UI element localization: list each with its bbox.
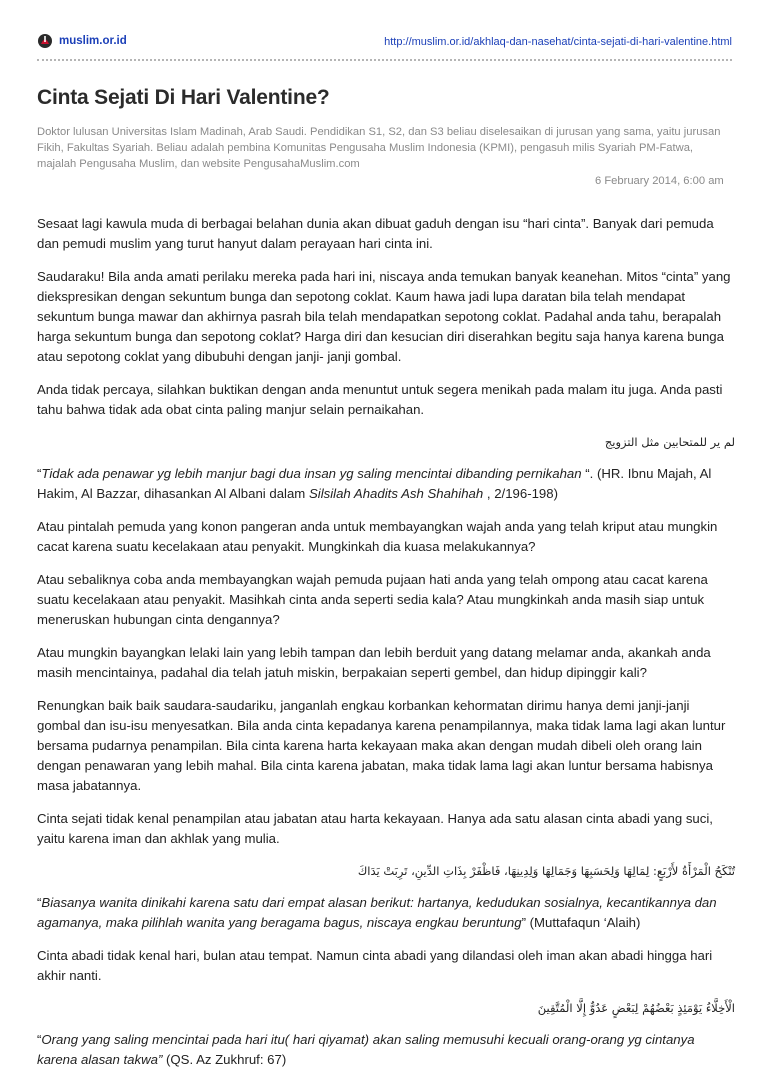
quote-reference: ” (Muttafaqun ‘Alaih): [521, 915, 641, 930]
paragraph-5: Atau sebaliknya coba anda membayangkan wajah pemuda pujaan hati anda yang telah ompong atau cacat karena suatu kecelakaan atau penyakit. Masihkah cinta anda seperti sedia kala? Atau mungkinkah anda masih siap untuk meneruskan hubungan cinta dengannya?: [37, 572, 708, 627]
paragraph-1: Sesaat lagi kawula muda di berbagai belahan dunia akan dibuat gaduh dengan isu “hari cinta”. Banyak dari pemuda dan pemudi muslim yang turut hanyut dalam perayaan hari cinta ini.: [37, 216, 714, 251]
header-divider: [37, 59, 732, 61]
quote-text: Biasanya wanita dinikahi karena satu dari empat alasan berikut: hartanya, kedudukan sosialnya, kecantikannya dan agamanya, maka pilihlah wanita yang beragama bagus, niscaya engkau beruntung: [37, 895, 717, 930]
book-title: Silsilah Ahadits Ash Shahihah: [308, 486, 484, 501]
quote-source: “. (HR. Ibnu Majah, Al Hakim, Al Bazzar, dihasankan Al Albani dalam: [37, 466, 712, 501]
article-body: [37, 214, 735, 1083]
paragraph-2: Saudaraku! Bila anda amati perilaku mereka pada hari ini, niscaya anda temukan banyak keanehan. Mitos “cinta” yang diekspresikan dengan sekuntum bunga dan sepotong coklat. Kaum hawa jadi lupa daratan bila telah mendapat sekuntum bunga mawar dan akhirnya pasrah bila telah mendapatkan sepotong coklat. Padahal anda tahu, berapalah harga sekuntum bunga dan sepotong coklat? Harga diri dan kesucian diri diserahkan begitu saja hanya karena bunga atau sepotong coklat yang dibubuhi dengan janji- janji gombal.: [37, 269, 731, 364]
hadith-translation-1: [37, 464, 735, 504]
quote-text: Orang yang saling mencintai pada hari itu( hari qiyamat) akan saling memusuhi kecuali orang-orang yg cintanya karena alasan takwa”: [37, 1032, 695, 1067]
arabic-verse: الْأَخِلَّاءُ يَوْمَئِذٍ بَعْضُهُمْ لِبَعْضٍ عَدُوٌّ إِلَّا الْمُتَّقِينَ: [537, 1001, 735, 1015]
quote-reference: , 2/196-198): [483, 486, 558, 501]
paragraph-6: Atau mungkin bayangkan lelaki lain yang lebih tampan dan lebih berduit yang datang melamar anda, akankah anda masih mencintainya, padahal dia telah jatuh miskin, berpakaian seperti gembel, dan hidup dipinggir kali?: [37, 645, 711, 680]
site-name: muslim.or.id: [59, 35, 127, 47]
paragraph-4: Atau pintalah pemuda yang konon pangeran anda untuk membayangkan wajah anda yang telah kriput atau mungkin cacat karena suatu kecelakaan atau penyakit. Mungkinkah dia kuasa melakukannya?: [37, 519, 718, 554]
site-link[interactable]: [37, 33, 127, 49]
paragraph-9: Cinta abadi tidak kenal hari, bulan atau tempat. Namun cinta abadi yang dilandasi oleh iman akan abadi hingga hari akhir nanti.: [37, 948, 713, 983]
arabic-hadith-2: تُنْكَحُ الْمَرْأَةُ لأَرْبَعٍ: لِمَالِهَا وَلِحَسَبِهَا وَجَمَالِهَا وَلِدِينِهَا، فَاظْفَرْ بِذَاتِ الدِّينِ، تَرِبَتْ يَدَاكَ: [357, 864, 735, 878]
quote-text: Tidak ada penawar yg lebih manjur bagi dua insan yg saling mencintai dibanding pernikahan: [41, 466, 582, 481]
quote-open-mark: “: [37, 466, 42, 481]
hadith-translation-2: [37, 893, 735, 933]
site-logo-icon: [37, 33, 53, 49]
article-title: Cinta Sejati Di Hari Valentine?: [37, 86, 330, 109]
author-bio: Doktor lulusan Universitas Islam Madinah, Arab Saudi. Pendidikan S1, S2, dan S3 beliau diselesaikan di jurusan yang sama, yaitu jurusan Fikih, Fakultas Syariah. Beliau adalah pembina Komunitas Pengusaha Muslim Indonesia (KPMI), pengasuh milis Syariah PM-Fatwa, majalah Pengusaha Muslim, dan website PengusahaMuslim.com: [37, 126, 721, 170]
source-url-link[interactable]: http://muslim.or.id/akhlaq-dan-nasehat/cinta-sejati-di-hari-valentine.html: [384, 36, 732, 48]
page-header: [37, 33, 732, 55]
paragraph-7: Renungkan baik baik saudara-saudariku, janganlah engkau korbankan kehormatan dirimu hanya demi janji-janji gombal dan isu-isu menyesatkan. Bila anda cinta kepadanya karena penampilannya, maka tidak lama lagi akan luntur bersama pudarnya penampilan. Bila cinta karena harta kekayaan maka akan dengan mudah dibeli oleh orang lain dengan penawaran yang lebih mahal. Bila cinta karena jabatan, maka tidak lama lagi akan luntur bersama habisnya masa jabatannya.: [37, 698, 726, 793]
quote-open-mark: “: [37, 1032, 42, 1047]
paragraph-8: Cinta sejati tidak kenal penampilan atau jabatan atau harta kekayaan. Hanya ada satu alasan cinta abadi yang suci, yaitu karena iman dan akhlak yang mulia.: [37, 811, 713, 846]
paragraph-3: Anda tidak percaya, silahkan buktikan dengan anda menuntut untuk segera menikah pada malam itu juga. Anda pasti tahu bahwa tidak ada obat cinta paling manjur selain pernaikahan.: [37, 382, 723, 417]
quote-reference: (QS. Az Zukhruf: 67): [162, 1052, 287, 1067]
quote-open-mark: “: [37, 895, 42, 910]
publish-date: 6 February 2014, 6:00 am: [595, 175, 724, 187]
arabic-hadith-1: لم ير للمتحابين مثل التزويج: [604, 435, 735, 449]
verse-translation: [37, 1030, 735, 1070]
